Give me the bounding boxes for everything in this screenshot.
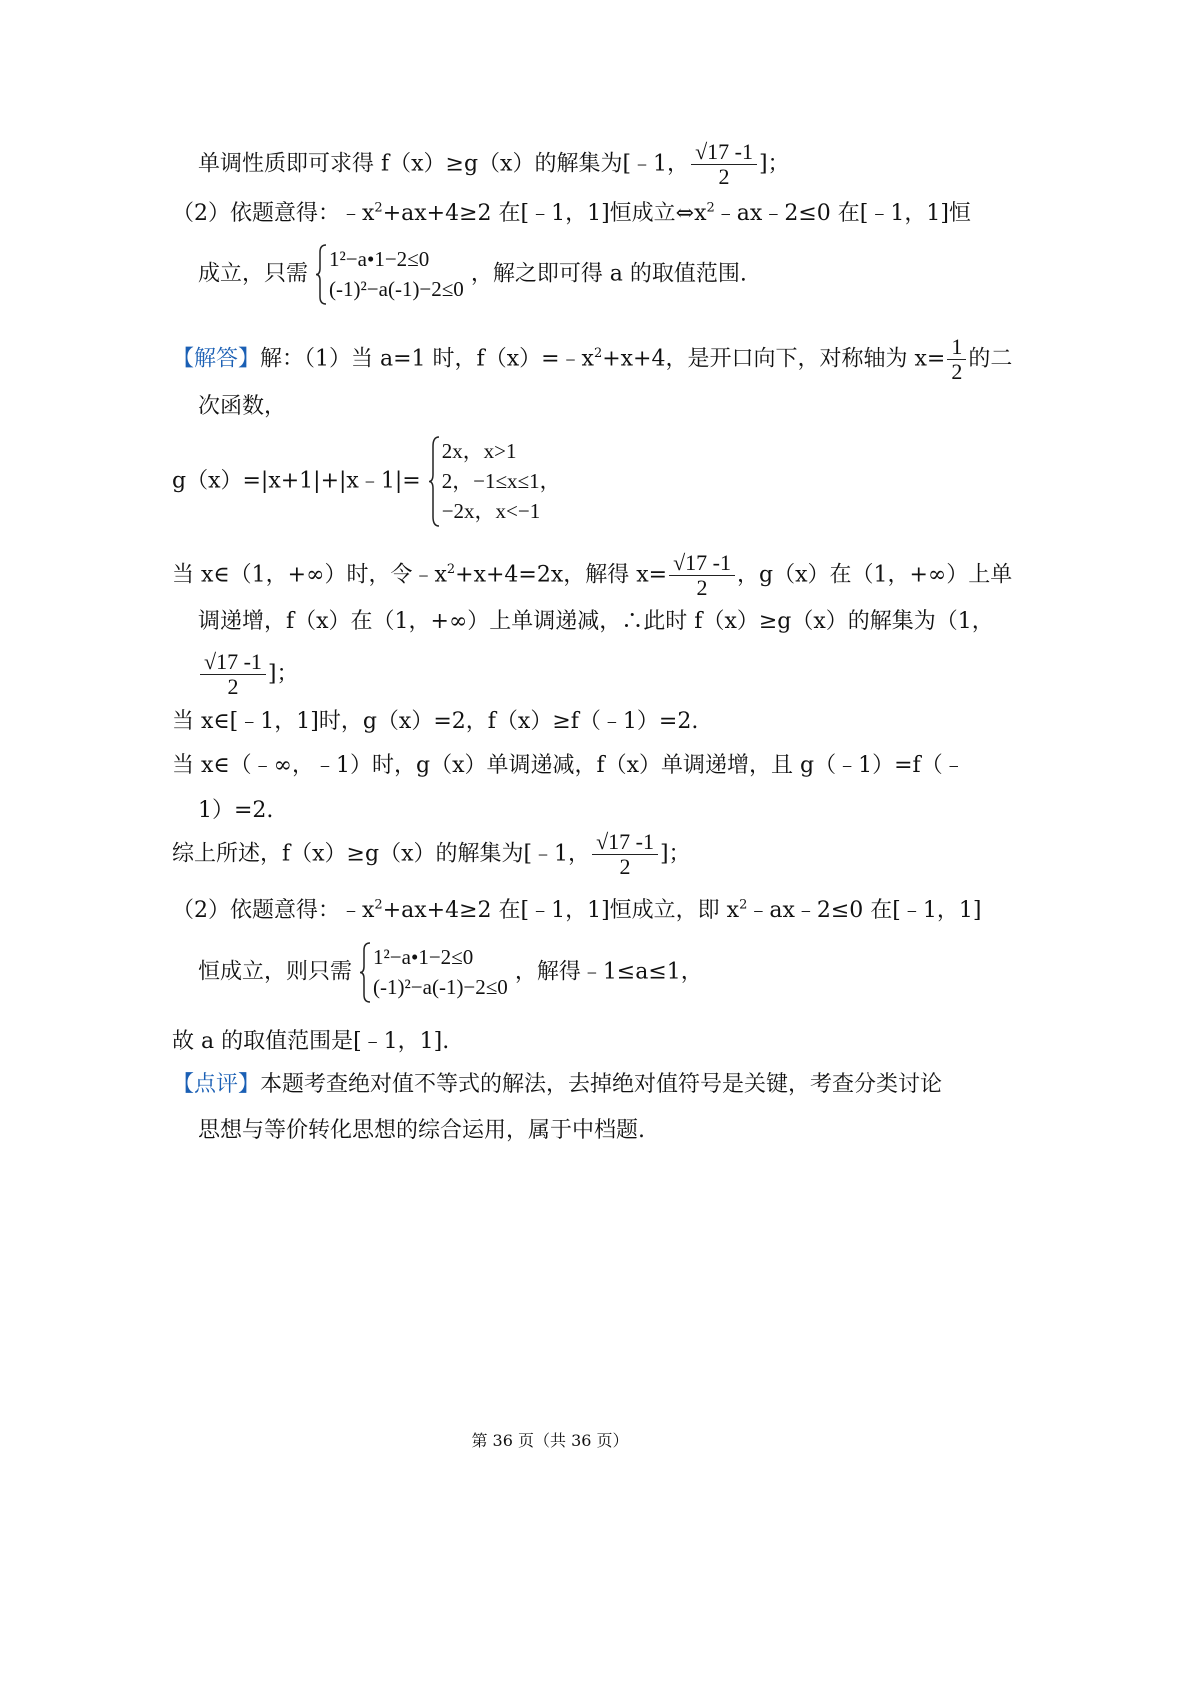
- superscript: 2: [446, 562, 456, 578]
- fraction-numerator: √17 -1: [691, 140, 757, 165]
- case-row: 2，−1≤x≤1，: [441, 469, 561, 493]
- line-4: [172, 335, 1012, 384]
- line-5: [198, 392, 286, 422]
- case-row: 2x，x>1: [441, 439, 517, 463]
- fraction: [592, 830, 658, 879]
- page-footer: 第 36 页（共 36 页）: [471, 1431, 629, 1450]
- text: 恒成立，则只需: [198, 959, 353, 985]
- text: 成立，只需: [198, 261, 309, 287]
- text: ，解之即可得 a 的取值范围.: [470, 261, 747, 287]
- text: ]；: [267, 661, 299, 687]
- text: 的二: [968, 346, 1013, 372]
- line-6: [172, 436, 561, 527]
- fraction-numerator: 1: [947, 335, 966, 360]
- text: 单调性质即可求得 f（x）≥g（x）的解集为[﹣1，: [198, 151, 690, 177]
- fraction-numerator: √17 -1: [669, 551, 735, 576]
- line-11: [172, 751, 965, 781]
- system-row: (-1)²−a(-1)−2≤0: [373, 975, 508, 999]
- text: 本题考查绝对值不等式的解法，去掉绝对值符号是关键，考查分类讨论: [260, 1072, 943, 1097]
- fraction-denominator: 2: [718, 164, 730, 189]
- fraction: [200, 650, 266, 699]
- system-row: (-1)²−a(-1)−2≤0: [329, 277, 464, 301]
- line-13: [172, 830, 691, 879]
- text: ﹣ax﹣2≤0 在[﹣1，1]恒: [714, 201, 971, 226]
- line-1: [198, 140, 790, 189]
- comment-tag: 【点评】: [172, 1072, 261, 1097]
- left-brace-icon: [315, 244, 327, 305]
- text: ﹣ax﹣2≤0 在[﹣1，1]: [747, 898, 982, 923]
- text: 当 x∈（﹣∞，﹣1）时，g（x）单调递减，f（x）单调递增，且 g（﹣1）=f（﹣: [172, 753, 965, 778]
- line-10: [172, 707, 698, 737]
- text: +x+4=2x，解得 x=: [455, 562, 668, 588]
- fraction-denominator: 2: [619, 854, 631, 879]
- left-brace-icon: [359, 942, 371, 1003]
- text: +x+4，是开口向下，对称轴为 x=: [602, 346, 946, 372]
- text: 思想与等价转化思想的综合运用，属于中档题.: [198, 1118, 645, 1143]
- text: ]；: [758, 151, 790, 177]
- case-row: −2x，x<−1: [441, 499, 541, 523]
- superscript: 2: [739, 897, 748, 913]
- line-8: [198, 607, 994, 637]
- line-14: [172, 896, 981, 926]
- fraction-denominator: 2: [696, 575, 708, 600]
- text: 次函数，: [198, 394, 287, 419]
- answer-tag: 【解答】: [172, 346, 261, 372]
- fraction-numerator: √17 -1: [592, 830, 658, 855]
- line-17: [172, 1070, 942, 1100]
- fraction-denominator: 2: [951, 359, 963, 384]
- text: g（x）=|x+1|+|x﹣1|=: [172, 468, 421, 494]
- line-18: [198, 1116, 645, 1146]
- text: ]；: [659, 841, 691, 867]
- line-2: [172, 199, 971, 229]
- superscript: 2: [374, 897, 383, 913]
- text: +ax+4≥2 在[﹣1，1]恒成立⇔x: [382, 201, 707, 226]
- fraction-numerator: √17 -1: [200, 650, 266, 675]
- text: +ax+4≥2 在[﹣1，1]恒成立，即 x: [382, 898, 740, 923]
- left-brace-icon: [428, 436, 440, 527]
- line-7: [172, 551, 1012, 600]
- system-row: 1²−a•1−2≤0: [373, 945, 474, 969]
- text: ，解得﹣1≤a≤1，: [514, 959, 703, 985]
- line-16: [172, 1027, 449, 1057]
- equation-system: [315, 244, 464, 305]
- superscript: 2: [706, 200, 715, 216]
- line-15: [198, 942, 703, 1003]
- text: 解：（1）当 a=1 时，f（x）=﹣x: [260, 346, 594, 372]
- text: （2）依题意得：﹣x: [172, 201, 375, 226]
- text: 1）=2.: [198, 798, 274, 823]
- text: 故 a 的取值范围是[﹣1，1].: [172, 1029, 450, 1054]
- text: ，g（x）在（1，+∞）上单: [737, 562, 1013, 588]
- superscript: 2: [374, 200, 383, 216]
- fraction: [691, 140, 757, 189]
- text: 调递增，f（x）在（1，+∞）上单调递减，∴此时 f（x）≥g（x）的解集为（1，: [198, 609, 994, 634]
- fraction-denominator: 2: [227, 674, 239, 699]
- line-3: [198, 244, 747, 305]
- fraction: [947, 335, 966, 384]
- text: 综上所述，f（x）≥g（x）的解集为[﹣1，: [172, 841, 591, 867]
- equation-system: [359, 942, 508, 1003]
- fraction: [669, 551, 735, 600]
- superscript: 2: [593, 346, 603, 362]
- line-12: [198, 796, 273, 826]
- text: 当 x∈[﹣1，1]时，g（x）=2，f（x）≥f（﹣1）=2.: [172, 709, 699, 734]
- system-row: 1²−a•1−2≤0: [329, 247, 430, 271]
- text: （2）依题意得：﹣x: [172, 898, 375, 923]
- line-9: [198, 650, 299, 699]
- text: 当 x∈（1，+∞）时，令﹣x: [172, 562, 447, 588]
- piecewise-function: [428, 436, 561, 527]
